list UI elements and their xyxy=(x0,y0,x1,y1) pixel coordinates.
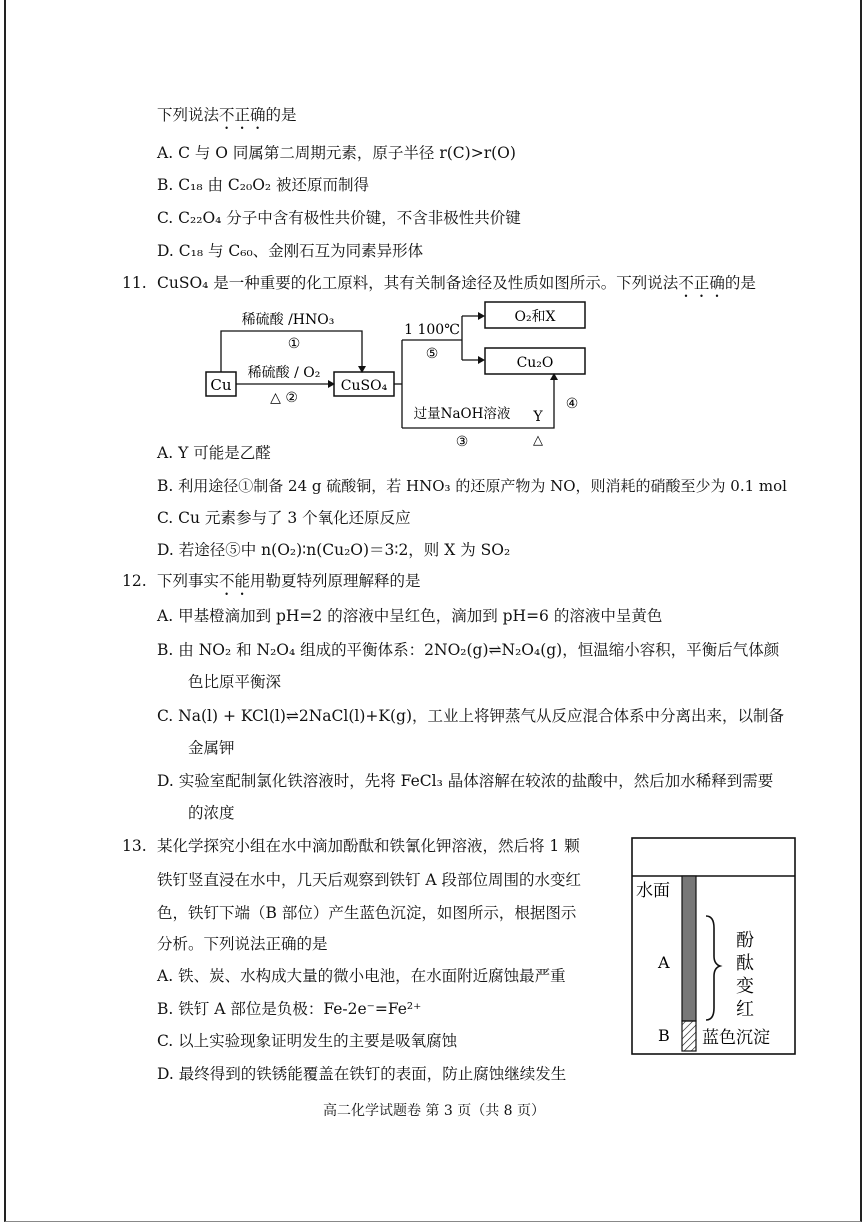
option-label: C. xyxy=(157,1032,174,1050)
path4-line xyxy=(550,378,554,428)
q11-reaction-diagram xyxy=(200,296,620,456)
option-text: Y 可能是乙醛 xyxy=(178,444,271,462)
q12-number: 12. xyxy=(122,572,147,590)
q13-stem-line-1: 某化学探究小组在水中滴加酚酞和铁氰化钾溶液，然后将 1 颗 xyxy=(157,837,580,855)
q10-option-c[interactable] xyxy=(157,208,521,228)
option-label: C. xyxy=(157,509,174,527)
option-label: B. xyxy=(157,1000,174,1018)
option-label: D. xyxy=(157,242,174,260)
q12-option-b[interactable] xyxy=(157,640,779,660)
option-label: A. xyxy=(157,967,174,985)
q12-option-c-cont: 金属钾 xyxy=(188,739,235,757)
label-a: A xyxy=(658,953,670,972)
q13-option-b[interactable] xyxy=(157,999,421,1019)
path5-num: ⑤ xyxy=(425,346,439,362)
option-label: D. xyxy=(157,1065,174,1083)
water-surface-label: 水面 xyxy=(636,881,670,901)
q11-option-b[interactable] xyxy=(157,476,787,496)
option-text: 铁钉 A 部位是负极：Fe-2e⁻=Fe²⁺ xyxy=(178,1000,422,1018)
option-text: Na(l) + KCl(l)⇌2NaCl(l)+K(g)，工业上将钾蒸气从反应混合体系中分离出来，以制备 xyxy=(178,707,785,725)
path2-label: 稀硫酸 / O₂ xyxy=(247,365,321,381)
option-label: A. xyxy=(157,444,174,462)
cu-label: Cu xyxy=(210,376,232,394)
label-b: B xyxy=(658,1026,670,1045)
q13-option-d[interactable] xyxy=(157,1064,566,1084)
option-label: B. xyxy=(157,641,174,659)
q10-option-b[interactable] xyxy=(157,175,369,195)
cu2o-label: Cu₂O xyxy=(516,355,554,371)
path1-label: 稀硫酸 /HNO₃ xyxy=(241,312,335,328)
blue-precip-label: 蓝色沉淀 xyxy=(702,1028,770,1048)
q12-stem-text: 下列事实 xyxy=(157,572,220,590)
option-label: A. xyxy=(157,607,174,625)
q12-stem xyxy=(157,571,421,599)
q10-option-d[interactable] xyxy=(157,241,423,261)
cuso4-label: CuSO₄ xyxy=(340,378,388,394)
q10-stem xyxy=(157,105,297,133)
option-label: D. xyxy=(157,772,174,790)
q12-option-b-cont: 色比原平衡深 xyxy=(188,673,282,691)
option-text: 若途径⑤中 n(O₂)∶n(Cu₂O)＝3∶2，则 X 为 SO₂ xyxy=(178,541,511,559)
option-text: 铁、炭、水构成大量的微小电池，在水面附近腐蚀最严重 xyxy=(178,967,566,985)
o2x-label: O₂和X xyxy=(514,309,556,325)
option-label: C. xyxy=(157,707,174,725)
option-text: C₁₈ 由 C₂₀O₂ 被还原而制得 xyxy=(178,176,370,194)
q13-stem-line-3: 色，铁钉下端（B 部位）产生蓝色沉淀，如图所示，根据图示 xyxy=(157,904,577,922)
option-label: D. xyxy=(157,541,174,559)
option-text: 甲基橙滴加到 pH=2 的溶液中呈红色，滴加到 pH=6 的溶液中呈黄色 xyxy=(178,607,663,625)
q13-number: 13. xyxy=(122,837,147,855)
path2-num: △ ② xyxy=(270,390,298,406)
q13-stem-line-4: 分析。下列说法正确的是 xyxy=(157,935,328,953)
q11-option-a[interactable] xyxy=(157,443,271,463)
option-text: 实验室配制氯化铁溶液时，先将 FeCl₃ 晶体溶解在较浓的盐酸中，然后加水稀释到需要 xyxy=(178,772,774,790)
y-label: Y xyxy=(533,409,543,425)
q13-stem-line-2: 铁钉竖直浸在水中，几天后观察到铁钉 A 段部位周围的水变红 xyxy=(157,871,582,889)
option-text: C₁₈ 与 C₆₀、金刚石互为同素异形体 xyxy=(178,242,424,260)
red-text-2: 酞 xyxy=(736,953,754,974)
q11-number: 11. xyxy=(122,274,147,292)
o2x-arrowhead xyxy=(478,312,485,320)
path3-num: ③ xyxy=(455,434,469,450)
q12-emph: 不能 xyxy=(219,572,251,590)
nail-b-segment xyxy=(682,1021,696,1051)
path4-num: ④ xyxy=(565,396,579,412)
red-text-4: 红 xyxy=(736,999,754,1020)
y-heat: △ xyxy=(533,433,543,448)
q12-stem-end: 用勒夏特列原理解释的是 xyxy=(250,572,421,590)
q10-option-a[interactable] xyxy=(157,143,516,163)
nail-a-segment xyxy=(682,876,696,1021)
red-text-3: 变 xyxy=(736,976,754,997)
option-label: C. xyxy=(157,209,174,227)
q13-option-c[interactable] xyxy=(157,1031,457,1051)
path5-label: 1 100℃ xyxy=(404,322,460,338)
q12-option-d[interactable] xyxy=(157,771,773,791)
q11-emph: 不正确 xyxy=(678,274,725,292)
q11-stem-end: 的是 xyxy=(724,274,756,292)
cu2o-arrowhead xyxy=(478,356,485,364)
path3-label: 过量NaOH溶液 xyxy=(413,406,511,422)
option-label: B. xyxy=(157,477,174,495)
page-footer: 高二化学试题卷 第 3 页（共 8 页） xyxy=(322,1103,546,1119)
option-text: 利用途径①制备 24 g 硫酸铜，若 HNO₃ 的还原产物为 NO，则消耗的硝酸至少为 0.1 mol xyxy=(178,477,787,495)
q11-stem-text: CuSO₄ 是一种重要的化工原料，其有关制备途径及性质如图所示。下列说法 xyxy=(157,274,679,292)
q10-emph: 不正确 xyxy=(219,106,266,124)
q13-figure xyxy=(630,836,800,1056)
red-text-1: 酚 xyxy=(736,930,754,951)
q11-option-c[interactable] xyxy=(157,508,411,528)
path1-num: ① xyxy=(287,336,301,352)
option-text: C₂₂O₄ 分子中含有极性共价键，不含非极性共价键 xyxy=(178,209,521,227)
q12-option-a[interactable] xyxy=(157,606,662,626)
option-text: 由 NO₂ 和 N₂O₄ 组成的平衡体系：2NO₂(g)⇌N₂O₄(g)，恒温缩小容积，平衡后气体颜 xyxy=(178,641,780,659)
q13-option-a[interactable] xyxy=(157,966,566,986)
option-text: C 与 O 同属第二周期元素，原子半径 r(C)>r(O) xyxy=(178,144,516,162)
q10-stem-end: 的是 xyxy=(265,106,297,124)
q12-option-c[interactable] xyxy=(157,706,784,726)
brace-icon xyxy=(706,916,720,1020)
option-text: Cu 元素参与了 3 个氧化还原反应 xyxy=(178,509,411,527)
option-label: A. xyxy=(157,144,174,162)
option-text: 以上实验现象证明发生的主要是吸氧腐蚀 xyxy=(178,1032,458,1050)
q12-option-d-cont: 的浓度 xyxy=(188,804,235,822)
q10-stem-text: 下列说法 xyxy=(157,106,220,124)
q11-option-d[interactable] xyxy=(157,540,510,560)
option-label: B. xyxy=(157,176,174,194)
option-text: 最终得到的铁锈能覆盖在铁钉的表面，防止腐蚀继续发生 xyxy=(178,1065,567,1083)
